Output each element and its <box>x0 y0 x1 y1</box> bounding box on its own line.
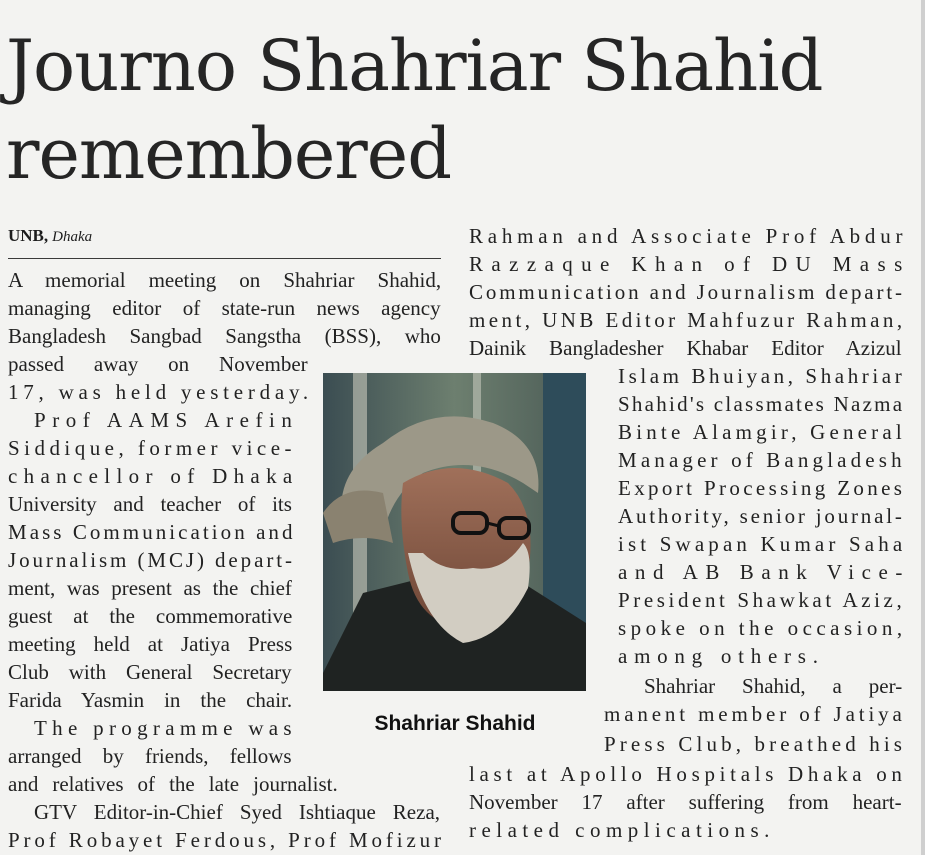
body-line: Authority, senior journal- <box>618 504 905 528</box>
dateline <box>8 226 92 246</box>
body-line: Rahman and Associate Prof Abdur <box>469 224 908 248</box>
body-line: The programme was <box>34 716 297 740</box>
body-line: ment, UNB Editor Mahfuzur Rahman, <box>469 308 906 332</box>
body-line: manent member of Jatiya <box>604 702 906 726</box>
body-line: among others. <box>618 644 825 668</box>
dateline-city: Dhaka <box>52 229 93 245</box>
agency-name: UNB, <box>8 226 49 245</box>
body-line: Shahriar Shahid, a per- <box>644 674 903 698</box>
body-line: Farida Yasmin in the chair. <box>8 688 293 712</box>
body-line: 17, was held yesterday. <box>8 380 313 404</box>
body-line: Siddique, former vice- <box>8 436 296 460</box>
body-line: Export Processing Zones <box>618 476 906 500</box>
body-line: Prof Robayet Ferdous, Prof Mofizur <box>8 828 445 852</box>
portrait-photo <box>323 373 586 691</box>
body-line: spoke on the occasion, <box>618 616 907 640</box>
body-line: Razzaque Khan of DU Mass <box>469 252 911 276</box>
body-line: President Shawkat Aziz, <box>618 588 906 612</box>
body-line: Bangladesh Sangbad Sangstha (BSS), who <box>8 324 441 348</box>
body-line: Press Club, breathed his <box>604 732 907 756</box>
body-line: managing editor of state-run news agency <box>8 296 441 320</box>
body-line: Shahid's classmates Nazma <box>618 392 905 416</box>
body-line: Dainik Bangladesher Khabar Editor Azizul <box>469 336 902 360</box>
body-line: arranged by friends, fellows <box>8 744 292 768</box>
body-line: November 17 after suffering from heart- <box>469 790 902 814</box>
body-line: last at Apollo Hospitals Dhaka on <box>469 762 907 786</box>
photo-caption: Shahriar Shahid <box>374 712 536 735</box>
body-line: related complications. <box>469 818 775 842</box>
body-line: Manager of Bangladesh <box>618 448 906 472</box>
body-line: Binte Alamgir, General <box>618 420 906 444</box>
body-line: and relatives of the late journalist. <box>8 772 338 796</box>
body-line: Mass Communication and <box>8 520 296 544</box>
body-line: ist Swapan Kumar Saha <box>618 532 907 556</box>
body-line: Communication and Journalism depart- <box>469 280 905 304</box>
body-line: Club with General Secretary <box>8 660 292 684</box>
body-line: ment, was present as the chief <box>8 576 292 600</box>
body-line: Islam Bhuiyan, Shahriar <box>618 364 906 388</box>
body-line: GTV Editor-in-Chief Syed Ishtiaque Reza, <box>34 800 441 824</box>
body-line: guest at the commemorative <box>8 604 293 628</box>
headline-line-1: Journo Shahriar Shahid <box>6 25 823 107</box>
body-line: passed away on November <box>8 352 308 376</box>
body-line: meeting held at Jatiya Press <box>8 632 293 656</box>
body-line: Prof AAMS Arefin <box>34 408 299 432</box>
scan-edge <box>921 0 925 855</box>
body-line: Journalism (MCJ) depart- <box>8 548 295 572</box>
dateline-rule <box>8 258 441 259</box>
headline-line-2: remembered <box>6 113 451 195</box>
body-line: and AB Bank Vice- <box>618 560 910 584</box>
body-line: A memorial meeting on Shahriar Shahid, <box>8 268 442 292</box>
headline <box>6 22 906 198</box>
body-line: University and teacher of its <box>8 492 292 516</box>
body-line: chancellor of Dhaka <box>8 464 299 488</box>
